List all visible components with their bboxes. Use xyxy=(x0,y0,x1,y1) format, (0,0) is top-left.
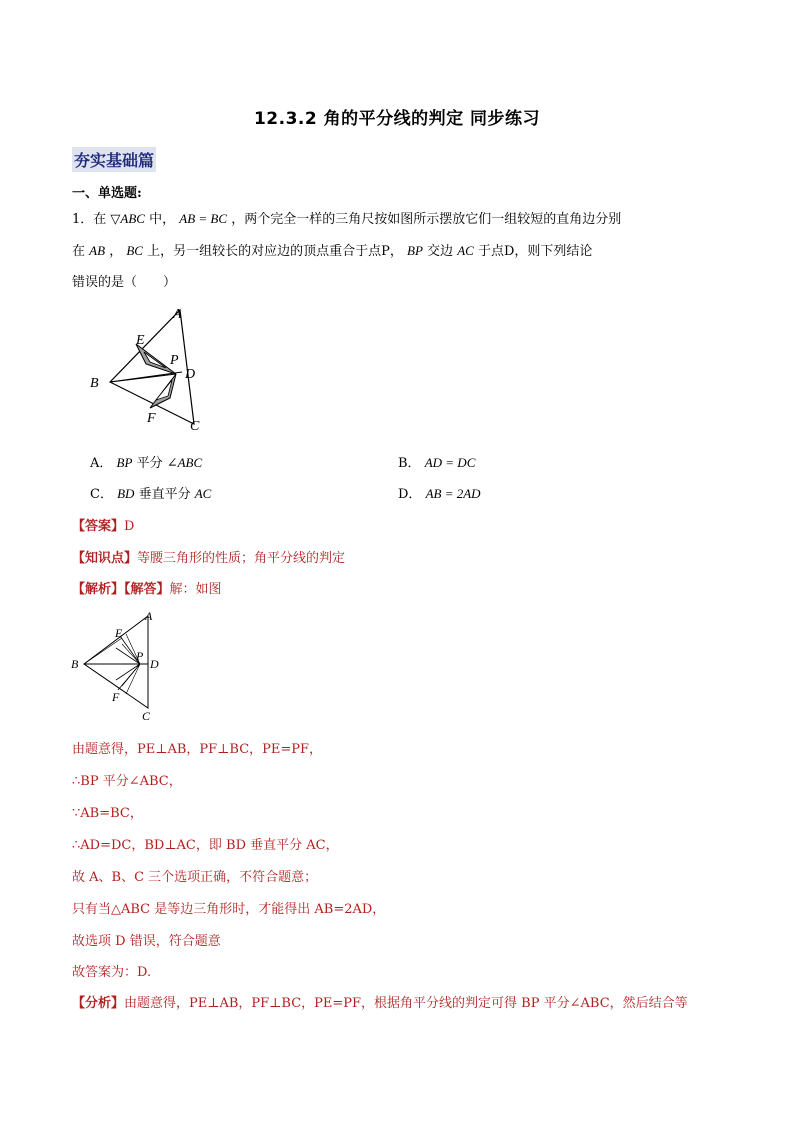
answer-value: D xyxy=(124,519,135,534)
analysis-line xyxy=(72,578,222,597)
solution-tag: 【解答】 xyxy=(124,582,170,597)
knowledge-tag: 【知识点】 xyxy=(72,551,138,566)
solution-line: ∵AB=BC， xyxy=(72,806,143,821)
q-math: AB = BC xyxy=(179,211,228,226)
label-C: C xyxy=(142,709,151,723)
option-label: B． xyxy=(398,456,421,471)
option-b xyxy=(398,452,475,471)
option-label: A． xyxy=(90,456,113,471)
label-D: D xyxy=(185,367,196,382)
q-text: 交边 xyxy=(427,244,454,259)
label-P: P xyxy=(170,353,179,368)
analysis-value: 解：如图 xyxy=(169,582,222,597)
q-math: ▽ABC xyxy=(110,211,145,226)
question-line-3: 错误的是（ ） xyxy=(72,275,177,290)
question-line-2 xyxy=(72,240,592,259)
fenxi-value: 由题意得，PE⊥AB，PF⊥BC，PE=PF，根据角平分线的判定可得 BP 平分∠ABC，然后结合等 xyxy=(124,996,688,1011)
fenxi-tag: 【分析】 xyxy=(72,996,125,1011)
answer-tag: 【答案】 xyxy=(72,519,125,534)
option-math: AD = DC xyxy=(424,455,476,470)
solution-line: ∴BP 平分∠ABC， xyxy=(72,774,182,789)
label-E: E xyxy=(115,626,123,640)
option-a xyxy=(90,452,202,471)
solution-line: 故 A、B、C 三个选项正确，不符合题意； xyxy=(72,870,318,885)
answer-line xyxy=(72,515,134,534)
q-math: BP xyxy=(407,243,423,258)
option-math: AC xyxy=(194,486,212,501)
analysis-tag: 【解析】 xyxy=(72,582,125,597)
q-math: BC xyxy=(126,243,143,258)
solution-line: 由题意得，PE⊥AB，PF⊥BC，PE=PF， xyxy=(72,742,323,757)
label-C: C xyxy=(190,419,200,434)
label-A: A xyxy=(173,307,182,322)
question-type-heading: 一、单选题: xyxy=(72,186,142,201)
label-P: P xyxy=(136,649,144,663)
option-math: BP xyxy=(116,455,133,470)
option-math: ∠ABC xyxy=(166,455,203,470)
option-math: BD xyxy=(117,486,135,501)
q-math: AC xyxy=(457,243,474,258)
q-text: 1．在 xyxy=(72,212,107,227)
knowledge-line xyxy=(72,547,345,566)
solution-line: 只有当△ABC 是等边三角形时，才能得出 AB=2AD， xyxy=(72,902,386,917)
page-title: 12.3.2 角的平分线的判定 同步练习 xyxy=(253,109,541,129)
label-F: F xyxy=(112,690,120,704)
question-line-1 xyxy=(72,208,621,227)
q-text: 上，另一组较长的对应边的顶点重合于点P， xyxy=(147,244,403,259)
option-text: 垂直平分 xyxy=(138,487,191,502)
triangle-figure xyxy=(88,300,218,436)
option-math: AB = 2AD xyxy=(425,486,481,501)
q-text: ，两个完全一样的三角尺按如图所示摆放它们一组较短的直角边分别 xyxy=(231,212,622,227)
solution-line: 故选项 D 错误，符合题意 xyxy=(72,934,221,949)
fenxi-line xyxy=(72,992,688,1011)
knowledge-value: 等腰三角形的性质；角平分线的判定 xyxy=(137,551,346,566)
option-text: 平分 xyxy=(136,456,163,471)
q-math: AB xyxy=(89,243,106,258)
q-text: 于点D，则下列结论 xyxy=(477,244,593,259)
option-c xyxy=(90,483,211,502)
option-label: D． xyxy=(398,487,422,502)
label-D: D xyxy=(150,657,159,671)
q-text: 在 xyxy=(72,244,86,259)
section-heading: 夯实基础篇 xyxy=(72,147,156,172)
label-B: B xyxy=(71,657,79,671)
label-B: B xyxy=(90,376,99,391)
solution-figure xyxy=(68,608,168,724)
solution-line: ∴AD=DC，BD⊥AC，即 BD 垂直平分 AC， xyxy=(72,838,339,853)
label-E: E xyxy=(136,333,145,348)
option-label: C． xyxy=(90,487,113,502)
solution-line: 故答案为：D. xyxy=(72,965,152,980)
label-F: F xyxy=(147,411,156,426)
q-text: 中， xyxy=(149,212,176,227)
label-A: A xyxy=(145,609,153,623)
option-d xyxy=(398,483,481,502)
q-text: ， xyxy=(109,244,123,259)
